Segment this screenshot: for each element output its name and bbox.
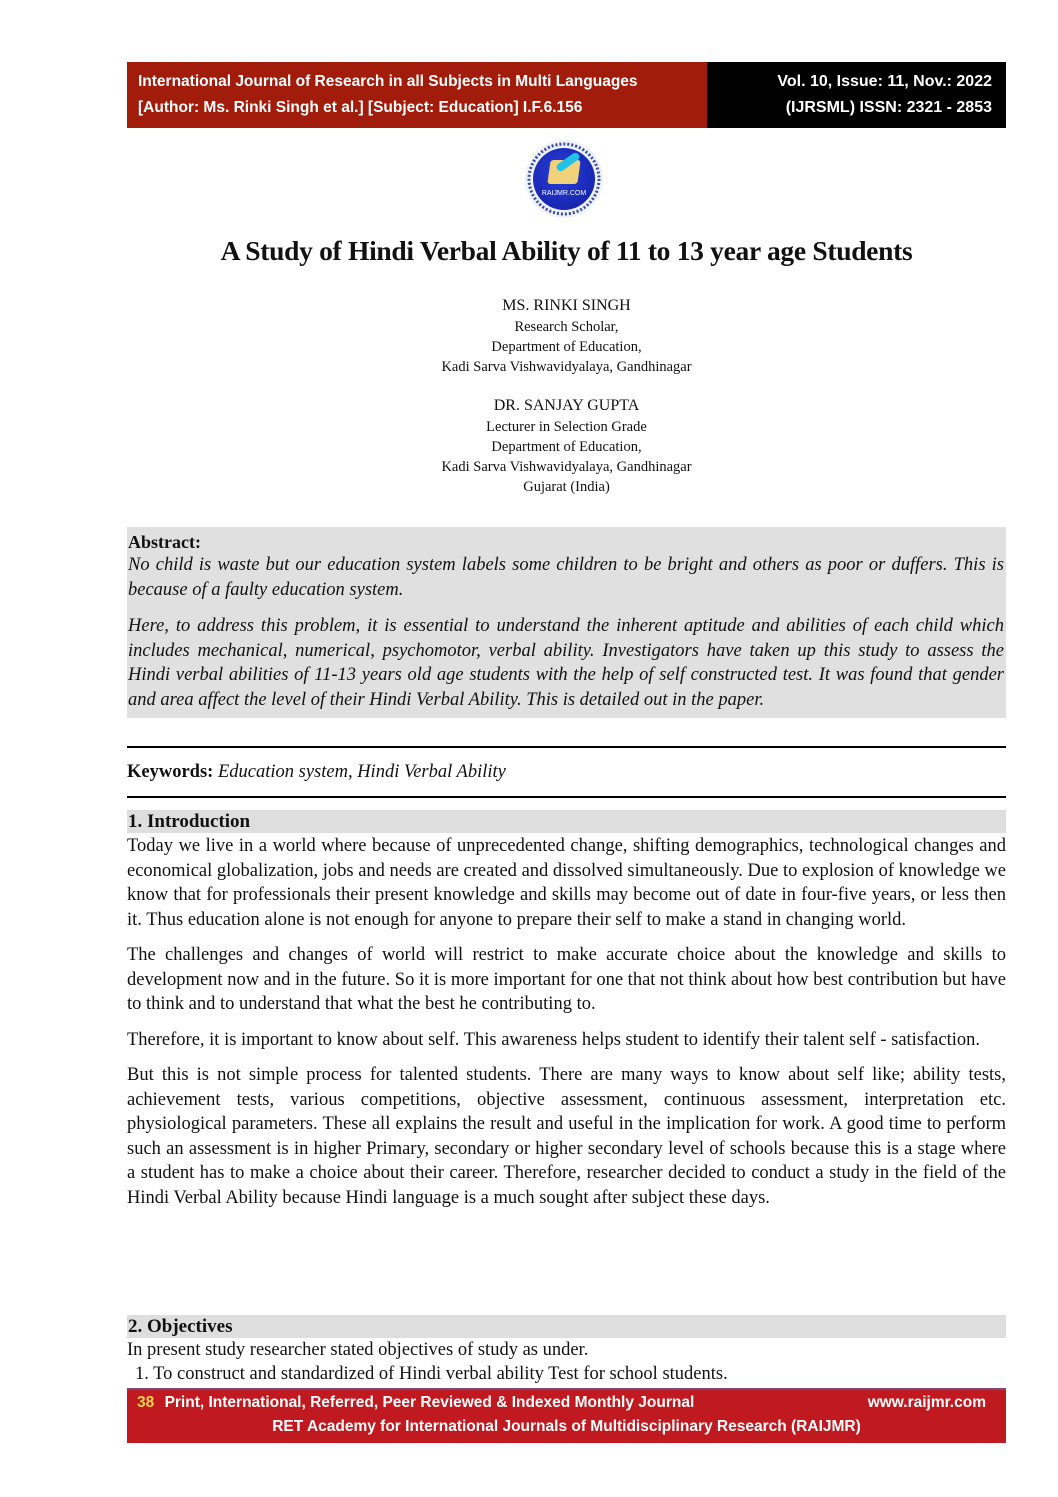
author-affiliation: Lecturer in Selection Grade xyxy=(486,419,647,435)
author-2 xyxy=(127,395,1006,497)
journal-header xyxy=(127,62,1006,128)
raijmr-logo-icon xyxy=(507,140,621,224)
author-block xyxy=(127,295,1006,497)
issn: (IJRSML) ISSN: 2321 - 2853 xyxy=(785,99,992,116)
journal-footer xyxy=(127,1388,1006,1443)
section-heading-objectives: 2. Objectives xyxy=(127,1315,1006,1338)
body-paragraph: Today we live in a world where because of unprecedented change, shifting demographics, technological changes and economical globalization, jobs and needs are created and dissolved simultaneously. Due to explosion of knowledge we know that for professionals their present knowledge and skills may become out of date in four-five years, or less then it. Thus education alone is not enough for anyone to prepare their self to make a stand in changing world. xyxy=(127,836,1006,930)
logo-text: RAIJMR.COM xyxy=(541,190,587,197)
journal-header-right xyxy=(707,62,1006,128)
divider xyxy=(127,796,1006,798)
paper-title: A Study of Hindi Verbal Ability of 11 to 13 year age Students xyxy=(220,235,913,266)
objectives-intro: In present study researcher stated objectives of study as under. xyxy=(127,1340,589,1360)
objectives-body xyxy=(127,1338,1006,1386)
footer-tagline: Print, International, Referred, Peer Reviewed & Indexed Monthly Journal xyxy=(164,1394,695,1411)
abstract-section xyxy=(127,527,1006,718)
volume-issue: Vol. 10, Issue: 11, Nov.: 2022 xyxy=(777,73,992,90)
keywords xyxy=(127,762,506,783)
body-paragraph: But this is not simple process for talented students. There are many ways to know about self like; ability tests, achievement tests, various competitions, objective assessment, continuous assessment, interpretation etc. physiological parameters. These all explains the result and useful in the implication for work. A good time to perform such an assessment is in higher Primary, secondary or higher secondary level of schools because this is a stage where a student has to make a choice about their career. Therefore, researcher decided to conduct a study in the field of the Hindi Verbal Ability because Hindi language is a much sought after subject these days. xyxy=(127,1065,1006,1208)
keywords-value: Education system, Hindi Verbal Ability xyxy=(217,762,506,782)
footer-publisher: RET Academy for International Journals of Multidisciplinary Research (RAIJMR) xyxy=(272,1418,861,1435)
abstract-heading: Abstract: xyxy=(128,532,201,552)
author-name: DR. SANJAY GUPTA xyxy=(493,397,640,414)
author-affiliation: Department of Education, xyxy=(491,339,642,355)
author-subject-line: [Author: Ms. Rinki Singh et al.] [Subject: Education] I.F.6.156 xyxy=(138,99,583,116)
divider xyxy=(127,746,1006,748)
author-name: MS. RINKI SINGH xyxy=(502,297,631,314)
page-number: 38 xyxy=(137,1394,155,1411)
body-paragraph: The challenges and changes of world will restrict to make accurate choice about the knowledge and skills to development now and in the future. So it is more important for one that not think about how best contribution but have to think and to understand that what the best he contributing to. xyxy=(127,945,1006,1014)
author-affiliation: Kadi Sarva Vishwavidyalaya, Gandhinagar xyxy=(441,459,692,475)
paper-page xyxy=(127,62,1006,1435)
journal-name: International Journal of Research in all Subjects in Multi Languages xyxy=(138,73,638,90)
author-affiliation: Research Scholar, xyxy=(514,319,619,335)
author-affiliation: Gujarat (India) xyxy=(523,479,610,495)
author-affiliation: Kadi Sarva Vishwavidyalaya, Gandhinagar xyxy=(441,359,692,375)
objective-item: 1. To construct and standardized of Hindi verbal ability Test for school students. xyxy=(135,1364,728,1384)
author-affiliation: Department of Education, xyxy=(491,439,642,455)
abstract-paragraph: No child is waste but our education system labels some children to be bright and others as poor or duffers. This is because of a faulty education system. xyxy=(128,555,1004,600)
section-heading-introduction: 1. Introduction xyxy=(127,810,1006,833)
body-paragraph: Therefore, it is important to know about self. This awareness helps student to identify their talent self - satisfaction. xyxy=(127,1029,981,1050)
abstract-paragraph: Here, to address this problem, it is essential to understand the inherent aptitude and abilities of each child which includes mechanical, numerical, psychomotor, verbal ability. Investigators have taken up this study to assess the Hindi verbal abilities of 11-13 years old age students with the help of self constructed test. It was found that gender and area affect the level of their Hindi Verbal Ability. This is detailed out in the paper. xyxy=(128,616,1004,710)
footer-website-link[interactable]: www.raijmr.com xyxy=(867,1394,986,1411)
author-1 xyxy=(127,295,1006,377)
journal-header-left xyxy=(127,62,707,128)
keywords-label: Keywords: xyxy=(127,762,214,782)
introduction-body xyxy=(127,834,1006,1210)
